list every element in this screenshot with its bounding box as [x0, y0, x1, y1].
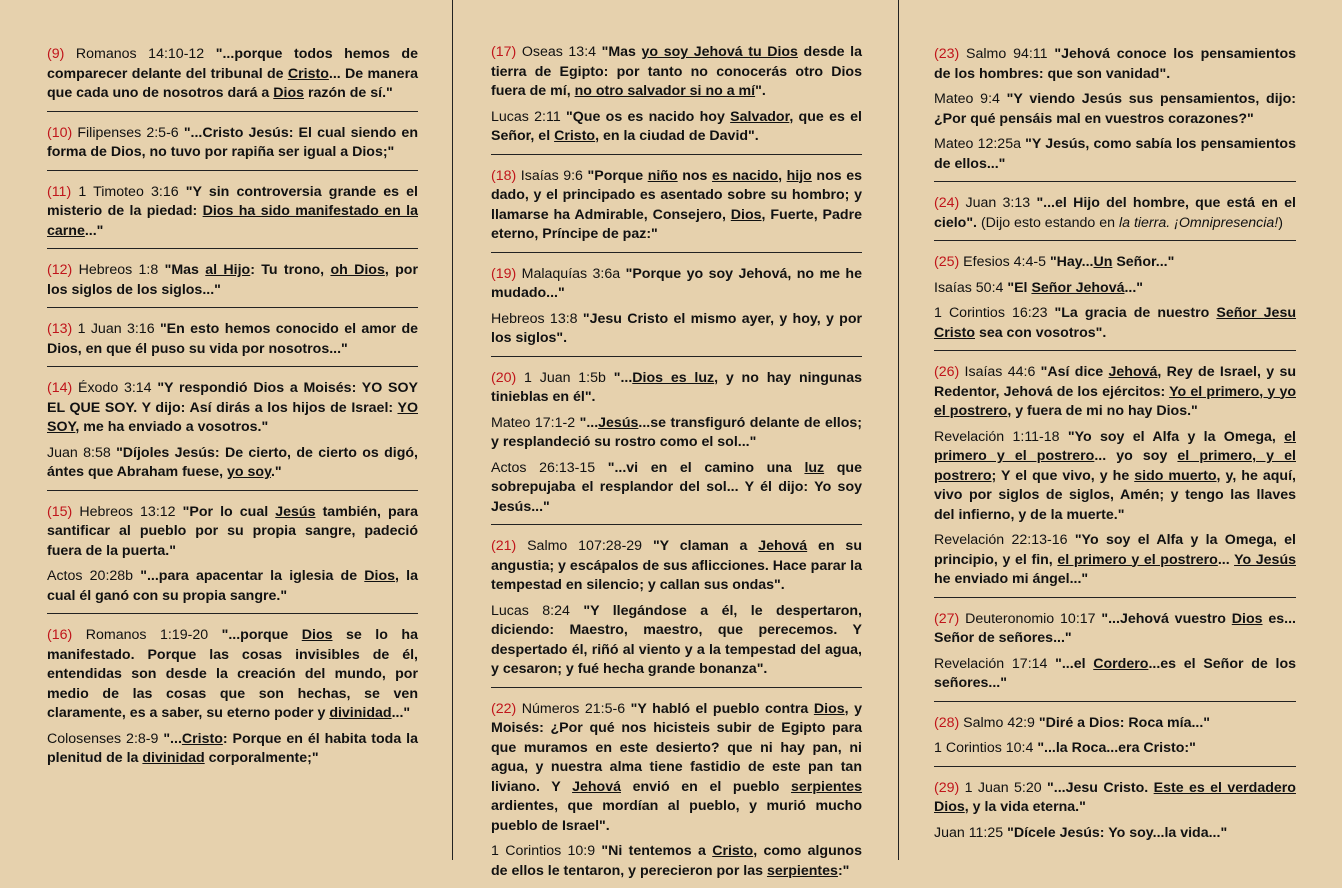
verse-emphasis: el primero, y el postrero [934, 448, 1296, 484]
verse-reference: Actos 26:13-15 [491, 460, 608, 476]
verse-reference: Isaías 9:6 [516, 168, 587, 184]
verse-primary [491, 537, 862, 596]
verse-entry [491, 537, 862, 688]
verse-number: (19) [491, 266, 516, 282]
verse-primary [47, 320, 418, 359]
verse-primary [47, 45, 418, 104]
verse-reference: Números 21:5-6 [516, 701, 630, 717]
verse-emphasis: sido muerto [1134, 468, 1216, 484]
verse-number: (25) [934, 254, 959, 270]
verse-text: que sobrepujaba el resplandor del sol... Y él dijo: Yo soy Jesús..." [491, 460, 862, 515]
verse-reference: Revelación 17:14 [934, 656, 1055, 672]
verse-text: ... yo soy [1094, 448, 1177, 464]
verse-text: , [778, 168, 787, 184]
verse-cross-reference [491, 842, 862, 881]
verse-entry [47, 503, 418, 615]
verse-reference: Lucas 8:24 [491, 603, 583, 619]
verse-text: envió en el pueblo [621, 779, 791, 795]
verse-entry [934, 363, 1296, 598]
verse-primary [934, 194, 1296, 233]
verse-reference: Hebreos 13:8 [491, 311, 583, 327]
verse-emphasis: Yo Jesús [1234, 552, 1296, 568]
verse-number: (22) [491, 701, 516, 717]
verse-entry [47, 261, 418, 308]
verse-text: "Y Jesús, como sabía los pensamientos de ellos..." [934, 136, 1296, 172]
column-middle [453, 0, 899, 860]
verse-text: , y, he aquí, vivo por siglos de siglos, Amén; y tengo las llaves del infierno, y de la muerte." [934, 468, 1296, 523]
verse-emphasis: Salvador [730, 109, 789, 125]
verse-cross-reference [934, 428, 1296, 526]
verse-emphasis: yo soy [227, 464, 271, 480]
verse-text: , que es el Señor, el [491, 109, 862, 145]
verse-emphasis: Jesús [598, 415, 638, 431]
verse-reference: ) [1278, 215, 1283, 231]
verse-text: "...Jehová vuestro [1101, 611, 1231, 627]
verse-text: corporalmente;" [205, 750, 319, 766]
verse-emphasis: Señor Jehová [1031, 280, 1124, 296]
verse-cross-reference [491, 108, 862, 147]
verse-entry [491, 167, 862, 253]
verse-emphasis: hijo [787, 168, 812, 184]
verse-text: ..." [85, 223, 104, 239]
verse-text: también, para santificar al pueblo por su propia sangre, padeció fuera de la puerta." [47, 504, 418, 559]
verse-text: , y fuera de mi no hay Dios." [1007, 403, 1197, 419]
verse-text: "Y sin controversia grande es el misterio de la piedad: [47, 184, 418, 220]
verse-emphasis: niño [648, 168, 678, 184]
verse-entry [934, 45, 1296, 182]
verse-reference: 1 Juan 3:16 [72, 321, 160, 337]
verse-text: he enviado mi ángel..." [934, 571, 1088, 587]
verse-emphasis: divinidad [142, 750, 204, 766]
verse-text: nos es dado, y el principado es asentado sobre su hombro; y llamarse ha Admirable, Consejero, [491, 168, 862, 223]
verse-text: , me ha enviado a vosotros." [75, 419, 268, 435]
verse-emphasis: no otro salvador si no a mí [575, 83, 756, 99]
verse-reference: Salmo 42:9 [959, 715, 1039, 731]
verse-text: , como algunos de ellos le tentaron, y perecieron por las [491, 843, 862, 879]
verse-primary [934, 253, 1296, 273]
verse-reference: 1 Corintios 16:23 [934, 305, 1055, 321]
verse-cross-reference [934, 824, 1296, 844]
verse-reference: Hebreos 13:12 [72, 504, 182, 520]
verse-emphasis: Cristo [182, 731, 223, 747]
verse-text: "Por lo cual [183, 504, 276, 520]
verse-primary [491, 369, 862, 408]
verse-number: (9) [47, 46, 64, 62]
verse-text: ". [755, 83, 766, 99]
verse-number: (12) [47, 262, 72, 278]
verse-primary [47, 261, 418, 300]
verse-text: "...la Roca...era Cristo:" [1037, 740, 1196, 756]
verse-primary [491, 700, 862, 837]
verse-cross-reference [934, 531, 1296, 590]
verse-text: "Porque [588, 168, 648, 184]
verse-text: "Hay... [1050, 254, 1094, 270]
verse-cross-reference [934, 739, 1296, 759]
verse-text: "... [163, 731, 182, 747]
verse-emphasis: Jesús [275, 504, 315, 520]
verse-emphasis: Dios [302, 627, 333, 643]
verse-reference: Hebreos 1:8 [72, 262, 164, 278]
verse-emphasis: Dios [364, 568, 395, 584]
verse-reference: Éxodo 3:14 [72, 380, 157, 396]
verse-emphasis: Dios [273, 85, 304, 101]
verse-text: ; Y el que vivo, y he [992, 468, 1135, 484]
verse-entry [47, 45, 418, 112]
verse-cross-reference [934, 279, 1296, 299]
verse-primary [934, 779, 1296, 818]
verse-emphasis: Un [1093, 254, 1112, 270]
verse-entry [934, 714, 1296, 767]
verse-text: ..." [392, 705, 411, 721]
verse-text: ...es el Señor de los señores..." [934, 656, 1296, 692]
verse-reference: (Dijo esto estando en [977, 215, 1119, 231]
verse-text: sea con vosotros". [975, 325, 1106, 341]
verse-emphasis: al Hijo [205, 262, 250, 278]
verse-cross-reference [934, 135, 1296, 174]
verse-text: ..." [1124, 280, 1143, 296]
verse-cross-reference [47, 567, 418, 606]
verse-text: ... [1218, 552, 1234, 568]
verse-emphasis: Yo el primero, y yo el postrero [934, 384, 1296, 420]
verse-reference: Filipenses 2:5-6 [72, 125, 184, 141]
verse-text: es... Señor de señores..." [934, 611, 1296, 647]
verse-primary [491, 167, 862, 245]
verse-emphasis: Dios [814, 701, 845, 717]
verse-number: (24) [934, 195, 959, 211]
verse-text: ardientes, que mordían al pueblo, y murió mucho pueblo de Israel". [491, 798, 862, 834]
verse-text: : Tu trono, [250, 262, 330, 278]
verse-text: "... [216, 46, 235, 62]
verse-primary [47, 626, 418, 724]
verse-cross-reference [491, 459, 862, 518]
verse-reference: Deuteronomio 10:17 [959, 611, 1101, 627]
verse-text: : Porque en él habita toda la plenitud de la [47, 731, 418, 767]
verse-text: "Y habló el pueblo contra [631, 701, 814, 717]
verse-entry [47, 183, 418, 250]
verse-number: (18) [491, 168, 516, 184]
verse-emphasis: Cristo [288, 66, 329, 82]
verse-text: "...Cristo Jesús: El cual siendo en forma de Dios, no tuvo por rapiña ser igual a Dios;" [47, 125, 418, 161]
verse-reference: 1 Corintios 10:4 [934, 740, 1037, 756]
verse-emphasis: Dios [1232, 611, 1263, 627]
verse-text: , y no hay ningunas tinieblas en él". [491, 370, 862, 406]
verse-reference: Oseas 13:4 [516, 44, 601, 60]
verse-text: "... [614, 370, 633, 386]
verse-entry [47, 379, 418, 491]
verse-text: "La gracia de nuestro [1055, 305, 1217, 321]
verse-text: "Dícele Jesús: Yo soy...la vida..." [1007, 825, 1227, 841]
verse-reference: Romanos 1:19-20 [72, 627, 221, 643]
verse-number: (17) [491, 44, 516, 60]
verse-entry [934, 610, 1296, 702]
verse-emphasis: el primero y el postrero [934, 429, 1296, 465]
verse-number: (27) [934, 611, 959, 627]
verse-reference: Revelación 22:13-16 [934, 532, 1075, 548]
verse-reference: 1 Timoteo 3:16 [71, 184, 186, 200]
verse-emphasis: es nacido [712, 168, 778, 184]
verse-primary [47, 183, 418, 242]
verse-text: la tierra. ¡Omnipresencia! [1119, 215, 1278, 231]
verse-text: "Ni tentemos a [601, 843, 712, 859]
verse-reference: Malaquías 3:6a [516, 266, 625, 282]
verse-text: "Jehová conoce los pensamientos de los hombres: que son vanidad". [934, 46, 1296, 82]
verse-text: "...vi en el camino una [608, 460, 805, 476]
verse-primary [491, 265, 862, 304]
verse-cross-reference [491, 414, 862, 453]
verse-primary [934, 714, 1296, 734]
verse-text: "Porque yo soy Jehová, no me he mudado..." [491, 266, 862, 302]
verse-reference: Mateo 9:4 [934, 91, 1007, 107]
verse-emphasis: serpientes [767, 863, 838, 879]
verse-text: "...Jesu Cristo. [1047, 780, 1154, 796]
verse-emphasis: serpientes [791, 779, 862, 795]
verse-reference: Colosenses 2:8-9 [47, 731, 163, 747]
verse-text: razón de sí." [304, 85, 393, 101]
verse-emphasis: luz [804, 460, 824, 476]
verse-emphasis: Jehová [572, 779, 621, 795]
verse-emphasis: oh Dios [330, 262, 384, 278]
verse-emphasis: Jehová [758, 538, 807, 554]
verse-cross-reference [491, 310, 862, 349]
verse-reference: Isaías 44:6 [959, 364, 1040, 380]
verse-number: (26) [934, 364, 959, 380]
verse-cross-reference [47, 444, 418, 483]
verse-entry [491, 265, 862, 357]
verse-number: (28) [934, 715, 959, 731]
verse-text: :" [838, 863, 849, 879]
verse-text: "Díjoles Jesús: De cierto, de cierto os digó, ántes que Abraham fuese, [47, 445, 418, 481]
verse-cross-reference [491, 602, 862, 680]
verse-entry [934, 779, 1296, 851]
verse-text: en su angustia; y escápalos de sus aflicciones. Hace parar la tempestad en silencio; y callan sus ondas". [491, 538, 862, 593]
verse-text: "El [1007, 280, 1031, 296]
verse-text: se lo ha manifestado. Porque las cosas invisibles de él, entendidas son desde la creación del mundo, por medio de las cosas que son hechas, se ven claramente, es a saber, su eterno poder y [47, 627, 418, 721]
verse-entry [491, 43, 862, 155]
verse-text: "Y claman a [653, 538, 758, 554]
verse-emphasis: YO SOY [47, 400, 418, 436]
verse-text: , por los siglos de los siglos..." [47, 262, 418, 298]
verse-emphasis: Dios es luz [632, 370, 714, 386]
verse-text: "Diré a Dios: Roca mía..." [1039, 715, 1210, 731]
verse-text: "...el [1055, 656, 1093, 672]
verse-primary [47, 503, 418, 562]
verse-text: "En esto hemos conocido el amor de Dios, en que él puso su vida por nosotros..." [47, 321, 418, 357]
verse-primary [491, 43, 862, 102]
verse-emphasis: Dios [731, 207, 762, 223]
verse-primary [934, 363, 1296, 422]
verse-reference: Salmo 107:28-29 [516, 538, 653, 554]
verse-text: porque todos hemos de comparecer delante del tribunal de [47, 46, 418, 82]
verse-text: "Jesu Cristo el mismo ayer, y hoy, y por los siglos". [491, 311, 862, 347]
verse-number: (16) [47, 627, 72, 643]
verse-entry [47, 124, 418, 171]
verse-emphasis: el primero y el postrero [1057, 552, 1217, 568]
verse-number: (15) [47, 504, 72, 520]
verse-text: "Que os es nacido hoy [566, 109, 730, 125]
verse-reference: Revelación 1:11-18 [934, 429, 1068, 445]
verse-number: (14) [47, 380, 72, 396]
verse-emphasis: yo soy Jehová tu Dios [642, 44, 798, 60]
verse-text: "...porque [222, 627, 302, 643]
verse-reference: 1 Corintios 10:9 [491, 843, 601, 859]
verse-text: "Así dice [1041, 364, 1109, 380]
verse-text: , Rey de Israel, y su Redentor, Jehová de los ejércitos: [934, 364, 1296, 400]
verse-text: , la cual él ganó con su propia sangre." [47, 568, 418, 604]
verse-reference: Romanos 14:10-12 [64, 46, 215, 62]
verse-text: "... [580, 415, 599, 431]
verse-number: (20) [491, 370, 516, 386]
verse-text: "Mas [165, 262, 206, 278]
verse-reference: Juan 11:25 [934, 825, 1007, 841]
verse-primary [934, 610, 1296, 649]
verse-text: nos [678, 168, 712, 184]
verse-reference: Mateo 17:1-2 [491, 415, 580, 431]
verse-entry [934, 253, 1296, 351]
verse-reference: Actos 20:28b [47, 568, 140, 584]
verse-text: "Y viendo Jesús sus pensamientos, dijo: ¿Por qué pensáis mal en vuestros corazones?" [934, 91, 1296, 127]
verse-primary [934, 45, 1296, 84]
verse-reference: Juan 3:13 [959, 195, 1036, 211]
verse-number: (23) [934, 46, 959, 62]
verse-reference: 1 Juan 5:20 [959, 780, 1047, 796]
column-right [899, 0, 1342, 860]
verse-number: (13) [47, 321, 72, 337]
column-left [0, 0, 453, 860]
verse-reference: 1 Juan 1:5b [516, 370, 613, 386]
verse-number: (21) [491, 538, 516, 554]
verse-number: (10) [47, 125, 72, 141]
verse-text: ." [271, 464, 282, 480]
verse-emphasis: Este es el verdadero Dios [934, 780, 1296, 816]
verse-text: "Y llegándose a él, le despertaron, diciendo: Maestro, maestro, que perecemos. Y despertado él, riñó al viento y a la tempestad del agua, y cesaron; y fué hecha grande bonanza". [491, 603, 862, 678]
verse-emphasis: Señor Jesu Cristo [934, 305, 1296, 341]
verse-text: Señor..." [1112, 254, 1174, 270]
verse-text: "...el Hijo del hombre, que está en el cielo". [934, 195, 1296, 231]
verse-emphasis: Cordero [1093, 656, 1148, 672]
verse-emphasis: Cristo [712, 843, 753, 859]
verse-reference: Isaías 50:4 [934, 280, 1007, 296]
verse-entry [491, 369, 862, 526]
verse-emphasis: Dios ha sido manifestado en la carne [47, 203, 418, 239]
verse-emphasis: divinidad [329, 705, 391, 721]
verse-text: , y Moisés: ¿Por qué nos hicisteis subir de Egipto para que muramos en este desierto? que ni hay pan, ni agua, y nuestra alma tiene fastidio de este pan tan liviano. Y [491, 701, 862, 795]
verse-text: , Fuerte, Padre eterno, Príncipe de paz:" [491, 207, 862, 243]
verse-entry [47, 626, 418, 776]
verse-text: "Y respondió Dios a Moisés: YO SOY EL QUE SOY. Y dijo: Así dirás a los hijos de Israel: [47, 380, 418, 416]
verse-cross-reference [47, 730, 418, 769]
verse-primary [47, 124, 418, 163]
verse-cross-reference [934, 655, 1296, 694]
verse-emphasis: Jehová [1109, 364, 1158, 380]
verse-cross-reference [934, 304, 1296, 343]
verse-text: "Mas [602, 44, 642, 60]
verse-reference: Efesios 4:4-5 [959, 254, 1050, 270]
verse-reference: Lucas 2:11 [491, 109, 566, 125]
verse-text: , en la ciudad de David". [595, 128, 759, 144]
verse-text: "Yo soy el Alfa y la Omega, [1068, 429, 1284, 445]
verse-reference: Juan 8:58 [47, 445, 116, 461]
verse-number: (29) [934, 780, 959, 796]
verse-text: desde la tierra de Egipto: por tanto no conocerás otro Dios fuera de mí, [491, 44, 862, 99]
verse-emphasis: Cristo [554, 128, 595, 144]
verse-text: , y la vida eterna." [965, 799, 1086, 815]
verse-primary [47, 379, 418, 438]
verse-text: ...se transfiguró delante de ellos; y resplandeció su rostro como el sol..." [491, 415, 862, 451]
verse-reference: Salmo 94:11 [959, 46, 1054, 62]
verse-cross-reference [934, 90, 1296, 129]
verse-entry [47, 320, 418, 367]
verse-reference: Mateo 12:25a [934, 136, 1025, 152]
verse-number: (11) [47, 184, 71, 200]
verse-text: ... De manera que cada uno de nosotros dará a [47, 66, 418, 102]
verse-entry [934, 194, 1296, 241]
verse-text: "...para apacentar la iglesia de [140, 568, 364, 584]
verse-text: "Yo soy el Alfa y la Omega, el principio, y el fin, [934, 532, 1296, 568]
